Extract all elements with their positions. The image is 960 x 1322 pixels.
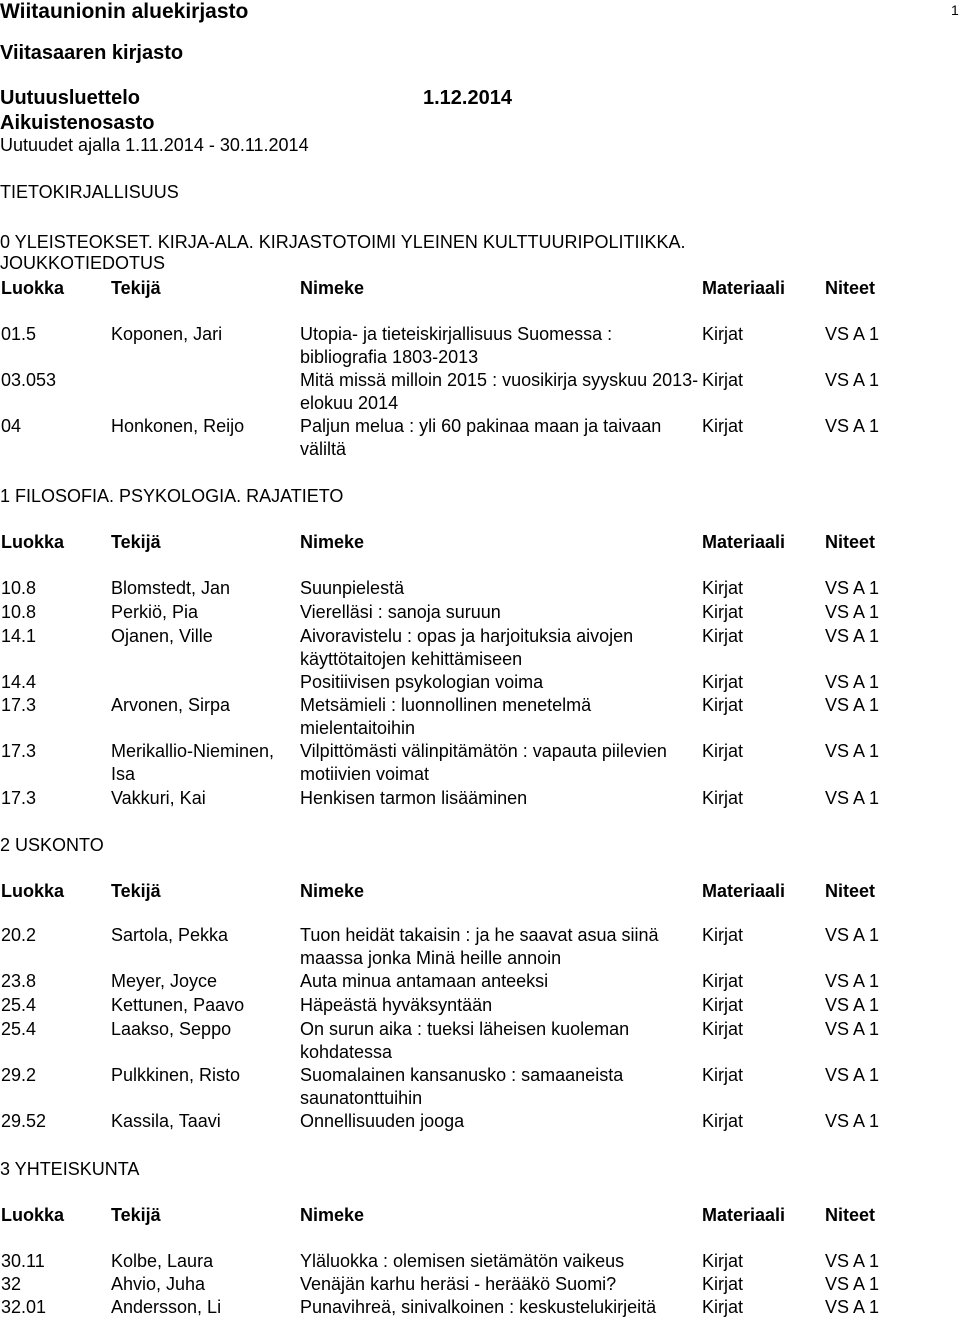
cell-luokka: 29.2: [1, 1065, 37, 1085]
cell-niteet: VS A 1: [825, 578, 880, 598]
cell-niteet: VS A 1: [825, 1111, 880, 1131]
section-title: 2 USKONTO: [0, 835, 104, 855]
cell-materiaali: Kirjat: [702, 1297, 744, 1317]
cell-niteet: VS A 1: [825, 324, 880, 344]
cell-tekija: Perkiö, Pia: [111, 602, 199, 622]
cell-tekija: Andersson, Li: [111, 1297, 222, 1317]
cell-luokka: 20.2: [1, 925, 37, 945]
cell-tekija: Laakso, Seppo: [111, 1019, 232, 1039]
cell-nimeke: Yläluokka : olemisen sietämätön vaikeus: [300, 1251, 625, 1271]
cell-luokka: 23.8: [1, 971, 37, 991]
col-niteet: Niteet: [825, 1205, 876, 1225]
main-heading: TIETOKIRJALLISUUS: [0, 182, 179, 202]
cell-niteet: VS A 1: [825, 695, 880, 715]
cell-tekija: Pulkkinen, Risto: [111, 1065, 241, 1085]
cell-luokka: 14.4: [1, 672, 37, 692]
cell-materiaali: Kirjat: [702, 1251, 744, 1271]
cell-nimeke: Mitä missä milloin 2015 : vuosikirja syyskuu 2013-elokuu 2014: [300, 370, 699, 413]
cell-tekija: Honkonen, Reijo: [111, 416, 245, 436]
col-materiaali: Materiaali: [702, 881, 786, 901]
cell-luokka: 17.3: [1, 788, 37, 808]
cell-tekija: Kassila, Taavi: [111, 1111, 221, 1131]
cell-niteet: VS A 1: [825, 788, 880, 808]
branch-name: Viitasaaren kirjasto: [0, 42, 184, 64]
section-title: 3 YHTEISKUNTA: [0, 1159, 140, 1179]
cell-niteet: VS A 1: [825, 626, 880, 646]
col-niteet: Niteet: [825, 881, 876, 901]
cell-luokka: 14.1: [1, 626, 37, 646]
cell-niteet: VS A 1: [825, 1019, 880, 1039]
cell-niteet: VS A 1: [825, 1297, 880, 1317]
cell-luokka: 32.01: [1, 1297, 47, 1317]
list-title: Uutuusluettelo: [0, 87, 140, 109]
cell-materiaali: Kirjat: [702, 788, 744, 808]
cell-nimeke: Tuon heidät takaisin : ja he saavat asua siinä maassa jonka Minä heille annoin: [300, 925, 659, 968]
col-materiaali: Materiaali: [702, 1205, 786, 1225]
cell-tekija: Sartola, Pekka: [111, 925, 229, 945]
cell-niteet: VS A 1: [825, 672, 880, 692]
cell-materiaali: Kirjat: [702, 695, 744, 715]
cell-tekija: Vakkuri, Kai: [111, 788, 206, 808]
cell-luokka: 25.4: [1, 1019, 37, 1039]
cell-nimeke: Paljun melua : yli 60 pakinaa maan ja taivaan väliltä: [300, 416, 662, 459]
cell-materiaali: Kirjat: [702, 578, 744, 598]
cell-nimeke: Positiivisen psykologian voima: [300, 672, 544, 692]
cell-materiaali: Kirjat: [702, 370, 744, 390]
cell-tekija: Kolbe, Laura: [111, 1251, 214, 1271]
cell-tekija: Merikallio-Nieminen, Isa: [111, 741, 275, 784]
cell-niteet: VS A 1: [825, 602, 880, 622]
cell-nimeke: Metsämieli : luonnollinen menetelmä mielentaitoihin: [300, 695, 592, 738]
section-title: 0 YLEISTEOKSET. KIRJA-ALA. KIRJASTOTOIMI YLEINEN KULTTUURIPOLITIIKKA.: [0, 232, 686, 252]
cell-tekija: Ojanen, Ville: [111, 626, 213, 646]
cell-luokka: 17.3: [1, 695, 37, 715]
cell-luokka: 17.3: [1, 741, 37, 761]
cell-luokka: 29.52: [1, 1111, 47, 1131]
col-luokka: Luokka: [1, 278, 65, 298]
page-number: 1: [951, 2, 959, 18]
cell-niteet: VS A 1: [825, 1251, 880, 1271]
cell-luokka: 25.4: [1, 995, 37, 1015]
cell-materiaali: Kirjat: [702, 1019, 744, 1039]
col-tekija: Tekijä: [111, 881, 161, 901]
section-title: 1 FILOSOFIA. PSYKOLOGIA. RAJATIETO: [0, 486, 344, 506]
cell-luokka: 10.8: [1, 578, 37, 598]
cell-materiaali: Kirjat: [702, 1065, 744, 1085]
cell-nimeke: Punavihreä, sinivalkoinen : keskustelukirjeitä: [300, 1297, 657, 1317]
col-niteet: Niteet: [825, 532, 876, 552]
cell-nimeke: Aivoravistelu : opas ja harjoituksia aivojen käyttötaitojen kehittämiseen: [300, 626, 634, 669]
col-tekija: Tekijä: [111, 278, 161, 298]
cell-materiaali: Kirjat: [702, 741, 744, 761]
cell-niteet: VS A 1: [825, 971, 880, 991]
col-materiaali: Materiaali: [702, 278, 786, 298]
col-nimeke: Nimeke: [300, 1205, 365, 1225]
col-nimeke: Nimeke: [300, 532, 365, 552]
cell-luokka: 01.5: [1, 324, 37, 344]
cell-materiaali: Kirjat: [702, 1111, 744, 1131]
cell-materiaali: Kirjat: [702, 925, 744, 945]
col-luokka: Luokka: [1, 532, 65, 552]
cell-materiaali: Kirjat: [702, 1274, 744, 1294]
col-nimeke: Nimeke: [300, 278, 365, 298]
cell-tekija: Blomstedt, Jan: [111, 578, 231, 598]
cell-luokka: 03.053: [1, 370, 57, 390]
cell-tekija: Arvonen, Sirpa: [111, 695, 231, 715]
col-niteet: Niteet: [825, 278, 876, 298]
cell-tekija: Kettunen, Paavo: [111, 995, 245, 1015]
cell-materiaali: Kirjat: [702, 626, 744, 646]
cell-nimeke: On surun aika : tueksi läheisen kuoleman kohdatessa: [300, 1019, 630, 1062]
col-luokka: Luokka: [1, 1205, 65, 1225]
col-luokka: Luokka: [1, 881, 65, 901]
cell-nimeke: Henkisen tarmon lisääminen: [300, 788, 528, 808]
cell-niteet: VS A 1: [825, 925, 880, 945]
department: Aikuistenosasto: [0, 112, 155, 134]
cell-materiaali: Kirjat: [702, 995, 744, 1015]
cell-niteet: VS A 1: [825, 416, 880, 436]
cell-nimeke: Vilpittömästi välinpitämätön : vapauta piilevien motiivien voimat: [300, 741, 667, 784]
list-date: 1.12.2014: [423, 87, 512, 109]
cell-luokka: 32: [1, 1274, 22, 1294]
cell-luokka: 30.11: [1, 1251, 45, 1271]
library-name: Wiitaunionin aluekirjasto: [0, 0, 249, 23]
cell-nimeke: Vierelläsi : sanoja suruun: [300, 602, 501, 622]
cell-materiaali: Kirjat: [702, 416, 744, 436]
cell-niteet: VS A 1: [825, 370, 880, 390]
cell-materiaali: Kirjat: [702, 324, 744, 344]
cell-luokka: 10.8: [1, 602, 37, 622]
cell-nimeke: Suunpielestä: [300, 578, 405, 598]
cell-nimeke: Onnellisuuden jooga: [300, 1111, 465, 1131]
cell-niteet: VS A 1: [825, 741, 880, 761]
cell-niteet: VS A 1: [825, 995, 880, 1015]
cell-nimeke: Häpeästä hyväksyntään: [300, 995, 493, 1015]
cell-tekija: Koponen, Jari: [111, 324, 223, 344]
cell-nimeke: Auta minua antamaan anteeksi: [300, 971, 549, 991]
col-tekija: Tekijä: [111, 1205, 161, 1225]
cell-materiaali: Kirjat: [702, 971, 744, 991]
cell-luokka: 04: [1, 416, 22, 436]
cell-niteet: VS A 1: [825, 1065, 880, 1085]
section-title-cont: JOUKKOTIEDOTUS: [0, 253, 166, 273]
col-materiaali: Materiaali: [702, 532, 786, 552]
cell-nimeke: Venäjän karhu heräsi - herääkö Suomi?: [300, 1274, 617, 1294]
cell-nimeke: Suomalainen kansanusko : samaaneista saunatonttuihin: [300, 1065, 624, 1108]
col-tekija: Tekijä: [111, 532, 161, 552]
cell-nimeke: Utopia- ja tieteiskirjallisuus Suomessa : bibliografia 1803-2013: [300, 324, 613, 367]
cell-tekija: Ahvio, Juha: [111, 1274, 206, 1294]
cell-materiaali: Kirjat: [702, 602, 744, 622]
cell-niteet: VS A 1: [825, 1274, 880, 1294]
col-nimeke: Nimeke: [300, 881, 365, 901]
cell-tekija: Meyer, Joyce: [111, 971, 218, 991]
period: Uutuudet ajalla 1.11.2014 - 30.11.2014: [0, 135, 309, 155]
cell-materiaali: Kirjat: [702, 672, 744, 692]
